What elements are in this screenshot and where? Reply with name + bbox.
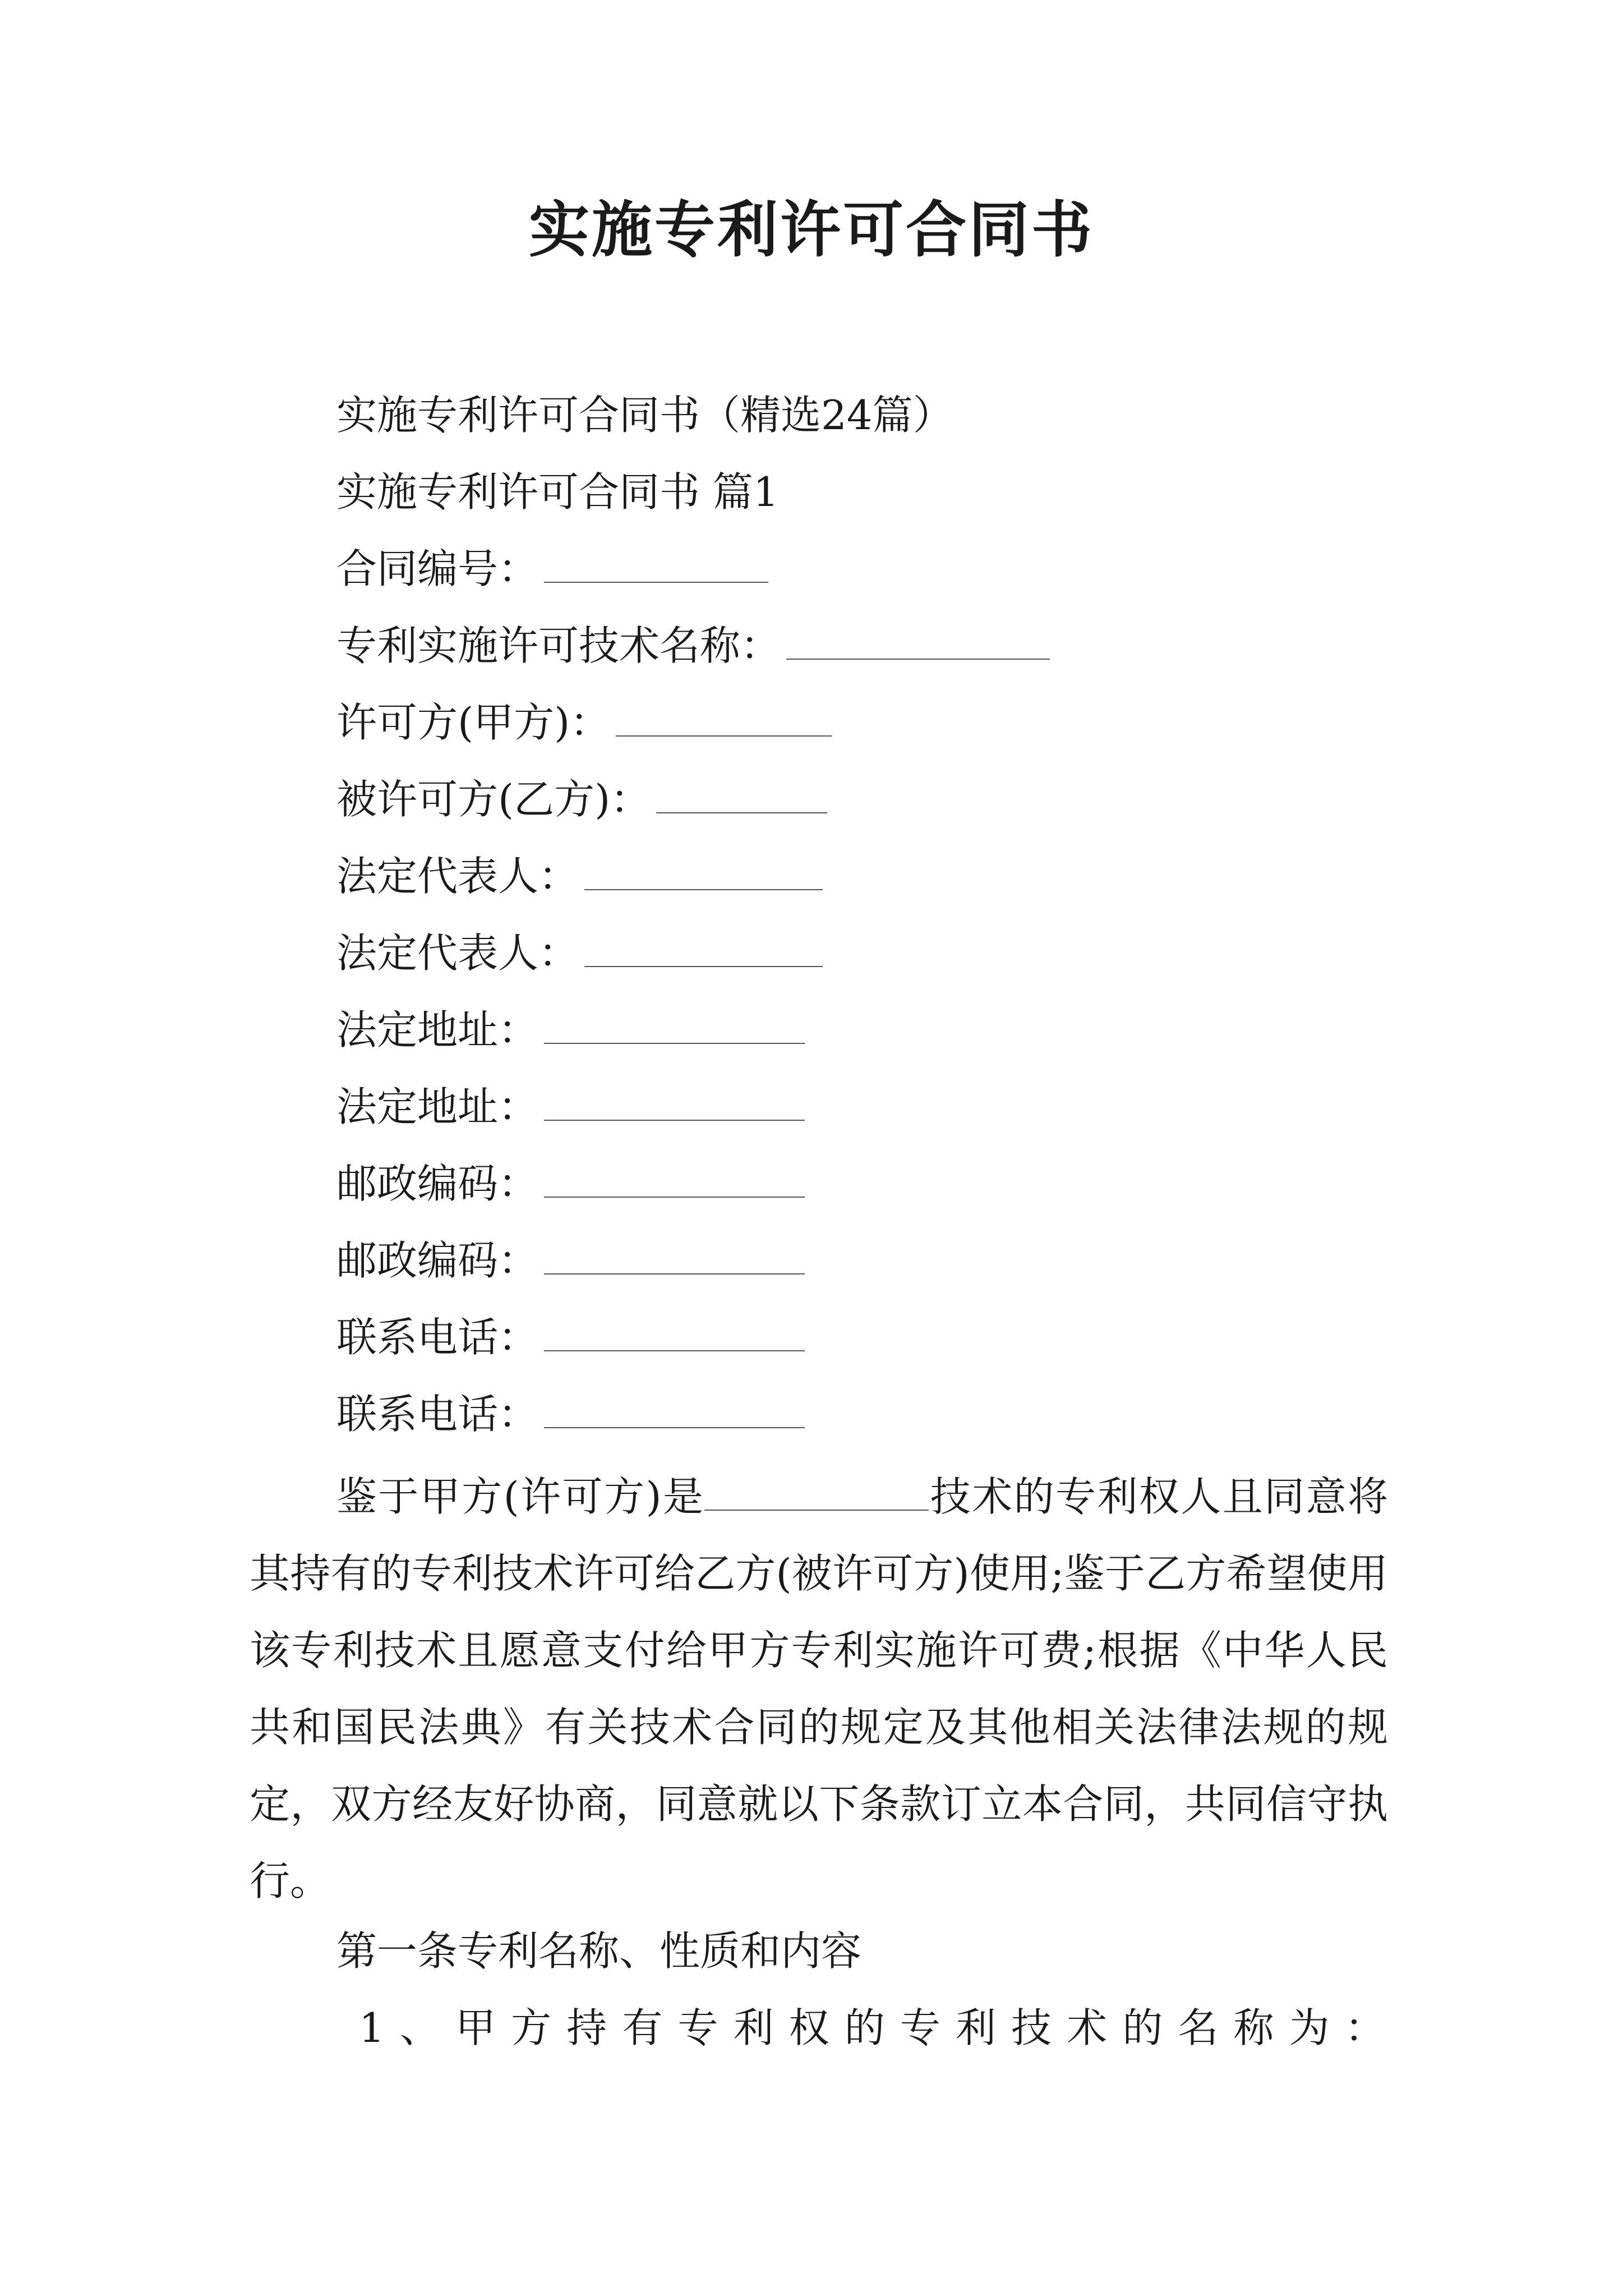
field-legal-representative-a: [336, 851, 823, 901]
item-character: 技: [1011, 2004, 1052, 2051]
field-label: 法定地址：: [336, 1006, 539, 1053]
blank-line: [616, 701, 832, 737]
blank-line: [584, 931, 823, 967]
field-contract-number: [336, 544, 768, 594]
item-character: ：: [1344, 2004, 1385, 2051]
blank-line: [544, 547, 768, 583]
item-character: 专: [900, 2004, 940, 2051]
item-character: 名: [1178, 2004, 1219, 2051]
field-label: 联系电话：: [336, 1391, 539, 1438]
item-character: 的: [1122, 2004, 1163, 2051]
field-legal-address-b: [336, 1082, 805, 1132]
field-label: 被许可方(乙方)：: [336, 776, 651, 823]
article-1-heading: 第一条专利名称、性质和内容: [336, 1927, 862, 1975]
item-character: 持: [566, 2004, 607, 2051]
field-phone-a: [336, 1312, 805, 1363]
field-licensee: [336, 774, 827, 825]
item-character: 方: [511, 2004, 552, 2051]
blank-line: [544, 1085, 805, 1121]
item-character: 专: [677, 2004, 718, 2051]
item-character: 术: [1067, 2004, 1108, 2051]
field-label: 法定代表人：: [336, 853, 579, 900]
field-label: 法定地址：: [336, 1083, 539, 1130]
blank-line: [656, 777, 827, 813]
blank-line: [544, 1008, 805, 1044]
item-character: 利: [733, 2004, 774, 2051]
field-label: 联系电话：: [336, 1314, 539, 1361]
blank-line: [544, 1239, 805, 1274]
item-character: 的: [844, 2004, 885, 2051]
item-character: 权: [789, 2004, 829, 2051]
field-legal-address-a: [336, 1005, 805, 1055]
item-character: 有: [622, 2004, 663, 2051]
blank-line: [584, 854, 823, 890]
item-character: 甲: [455, 2004, 496, 2051]
field-label: 法定代表人：: [336, 930, 579, 977]
blank-line: [544, 1392, 805, 1428]
preamble-text-1: 鉴于甲方(许可方)是: [336, 1473, 705, 1520]
item-character: 利: [956, 2004, 997, 2051]
field-legal-representative-b: [336, 928, 823, 978]
field-postal-code-a: [336, 1158, 805, 1209]
blank-line: [544, 1315, 805, 1351]
document-subtitle: 实施专利许可合同书（精选24篇）: [336, 392, 953, 439]
section-heading: 实施专利许可合同书 篇1: [336, 468, 779, 516]
blank-line: [544, 1162, 805, 1198]
blank-line: [704, 1475, 929, 1511]
field-label: 邮政编码：: [336, 1237, 539, 1284]
document-title: 实施专利许可合同书: [528, 195, 1094, 265]
field-label: 合同编号：: [336, 545, 539, 592]
field-label: 专利实施许可技术名称：: [336, 622, 781, 669]
item-character: 称: [1233, 2004, 1274, 2051]
field-technology-name: [336, 620, 1050, 671]
field-phone-b: [336, 1389, 805, 1439]
field-postal-code-b: [336, 1235, 805, 1286]
preamble-text-2: 技术的专利权人且同意将其持有的专利技术许可给乙方(被许可方)使用;鉴于乙方希望使用该专利技术且愿意支付给甲方专利实施许可费;根据《中华人民共和国民法典》有关技术合同的规定及其他相关法律法规的规定，双方经友好协商，同意就以下条款订立本合同，共同信守执行。: [250, 1473, 1388, 1904]
preamble-paragraph: [250, 1458, 1388, 1920]
field-licensor: [336, 697, 832, 748]
article-1-item-1: [359, 2003, 1385, 2053]
field-label: 许可方(甲方)：: [336, 699, 611, 746]
item-character: 、: [399, 2004, 440, 2051]
item-character: 1: [359, 2004, 385, 2051]
item-character: 为: [1289, 2004, 1330, 2051]
field-label: 邮政编码：: [336, 1160, 539, 1207]
blank-line: [786, 624, 1050, 660]
